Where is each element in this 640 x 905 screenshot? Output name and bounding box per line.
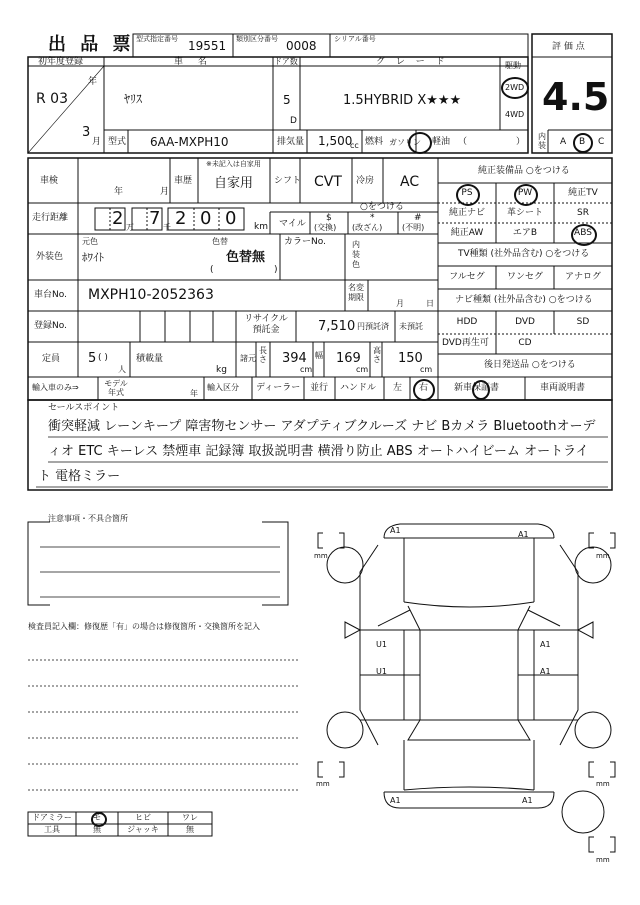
height-label: 高さ [373,346,381,364]
length-unit: cm [300,365,313,374]
shift-label: シフト [274,176,302,186]
name-change-day: 日 [426,299,434,308]
mileage-digit-3: 2 [175,208,187,229]
caution-label: 注意事項・不具合箇所 [48,514,128,523]
door-mirror-value: モ [93,813,101,822]
doors-sub: D [290,116,297,126]
drive-2wd-circle [501,77,529,99]
length: 394 [282,351,307,366]
chassis-label: 車台No. [34,290,67,300]
capacity: 5 [88,351,97,366]
drive-label: 駆動 [505,61,521,70]
equip-pw-circle [514,184,538,206]
load-unit: kg [216,365,227,375]
interior-c: C [598,137,605,147]
parallel: 並行 [310,383,329,393]
mark-front-left: A1 [390,526,401,535]
history-note: ※未記入は自家用 [206,160,261,168]
interior-color-label: 内装色 [352,240,360,269]
inspection-label: 車検 [40,176,59,186]
grade-score-label: 評 価 点 [552,42,585,52]
navi-dvd: DVD [515,317,535,327]
equip-airbag: エアB [512,228,538,238]
import-label: 輸入車のみ⇒ [32,383,79,392]
sen-unit: 千 [163,223,171,232]
equip-ps: PS [461,188,473,198]
month-unit: 月 [92,137,102,147]
original-color-label: 元色 [82,237,98,246]
page-title: 出 品 票 [48,34,135,55]
mm-unit-1: mm [314,552,328,560]
right-circle [413,379,435,401]
tv-analog: アナログ [564,272,601,282]
fuel-label: 燃料 [365,137,384,147]
first-reg-era: R 03 [36,91,68,107]
shift: CVT [314,174,342,190]
repaint-paren-close: ) [274,265,278,275]
unknown-symbol: # [414,213,422,223]
navi-title: ナビ種類 (社外品含む) ○をつける [455,295,593,305]
load-label: 積載量 [136,354,164,364]
capacity-label: 定員 [42,354,61,364]
fuel-light: 軽油 [432,137,451,147]
width: 169 [336,351,361,366]
model-code: 19551 [188,39,227,53]
grade: 1.5HYBRID X★★★ [343,93,462,108]
equip-sr: SR [577,208,589,218]
sales-line-1: 衝突軽減 レーンキープ 障害物センサー アダプティブクルーズ ナビ Bカメラ Bluetoothオーデ [48,419,596,434]
repaint: 色替無 [226,250,266,265]
interior-b: B [579,137,586,147]
right: 右 [419,383,429,393]
equip-abs-circle [571,224,597,246]
break-label: ワレ [182,813,198,822]
color-no-label: カラーNo. [284,237,326,247]
mark-front-right: A1 [518,530,529,539]
equip-ps-circle [456,184,480,206]
jack-label: ジャッキ [127,825,159,834]
mark-right-front-door: A1 [540,640,551,649]
equip-pw: PW [517,188,533,198]
sales-label: セールスポイント [48,403,120,413]
original-color: ﾎﾜｲﾄ [82,251,104,264]
mark-right-rear-door: A1 [540,667,551,676]
mark-left-rear-door: U1 [376,667,387,676]
aircon-label: 冷房 [356,176,375,186]
equip-leather: 革シート [506,208,543,218]
mileage-digit-1: 2 [112,208,124,229]
later-manual: 車両説明書 [540,383,586,393]
tv-oneseg: ワンセグ [506,272,543,282]
car-name-label: 車 名 [174,57,213,67]
inspection-month-unit: 月 [160,187,170,197]
width-label: 幅 [315,351,323,360]
height: 150 [398,351,423,366]
fuel-circle [408,132,432,154]
doors-label: ドア数 [274,57,298,66]
equip-navi: 純正ナビ [448,208,485,218]
mm-unit-2: mm [596,552,610,560]
aircon: AC [400,174,420,190]
inspector-label: 検査員記入欄：修復歴「有」の場合は修復箇所・交換箇所を記入 [28,622,260,631]
displacement-unit: cc [350,141,359,150]
first-reg-month: 3 [82,125,91,140]
model-year-unit: 年 [190,389,198,398]
left: 左 [393,383,403,393]
interior-label: 内装 [538,132,546,150]
class-code: 0008 [286,39,317,53]
interior-a: A [560,137,567,147]
length-label: 長さ [259,346,267,364]
serial-label: シリアル番号 [334,35,376,43]
drive-4wd: 4WD [505,110,525,119]
mm-unit-3: mm [316,780,330,788]
check-note: ○をつける [360,202,404,212]
name-change-label: 名変期限 [348,283,364,302]
dvd-label: DVD再生可 [442,338,489,348]
drive-2wd: 2WD [505,83,525,92]
exchange-symbol: $ [326,213,332,223]
tools-value: 無 [93,825,101,834]
displacement: 1,500 [318,134,353,148]
model-label: 型式 [108,137,127,147]
interior-b-circle [573,133,593,153]
history: 自家用 [214,176,254,191]
mileage-label: 走行距離 [32,213,69,223]
crack-label: ヒビ [135,813,151,822]
chassis: MXPH10-2052363 [88,287,214,303]
sales-line-3: ト 電格ミラー [38,469,121,484]
jack-value: 無 [186,825,194,834]
km-unit: km [254,222,268,232]
mark-rear-right: A1 [522,796,533,805]
man-unit: 万 [126,223,134,232]
navi-hdd: HDD [456,317,478,327]
genuine-title: 純正装備品 ○をつける [478,166,570,176]
height-unit: cm [420,365,433,374]
import-type-label: 輸入区分 [207,383,239,392]
displacement-label: 排気量 [277,137,305,147]
fuel-paren-close: ） [516,137,526,147]
equip-aw: 純正AW [450,228,484,238]
model: 6AA-MXPH10 [150,135,229,149]
recycle-amount: 7,510 [318,319,356,334]
mark-left-front-door: U1 [376,640,387,649]
first-reg-label: 初年度登録 [38,57,84,67]
exchange-label: (交換) [314,223,337,232]
mark-rear-left: A1 [390,796,401,805]
model-year-label: モデル年式 [104,379,128,397]
unknown-label: (不明) [402,223,425,232]
repaint-label: 色替 [212,237,228,246]
equip-tv: 純正TV [568,188,598,198]
mileage-digit-4: 0 [200,208,212,229]
cd: CD [518,338,532,348]
capacity-unit: 人 [118,365,126,374]
year-unit: 年 [88,77,98,87]
car-name: ﾔﾘｽ [124,92,143,106]
grade-score: 4.5 [542,75,610,119]
reg-no-label: 登録No. [34,321,67,331]
model-code-label: 型式指定番号 [136,35,178,43]
doors: 5 [283,93,291,107]
tools-label: 工具 [44,825,60,834]
door-mirror-label: ドアミラー [32,813,72,822]
recycle-unit: 円預託済 [357,322,389,331]
sales-line-2: ィオ ETC キーレス 禁煙車 記録簿 取扱説明書 横滑り防止 ABS オートハイビーム オートライ [48,444,589,459]
recycle-label: リサイクル預託金 [244,314,288,335]
recycle-not: 未預託 [399,322,423,331]
tv-title: TV種類 (社外品含む) ○をつける [458,249,590,259]
repaint-paren-open: ( [210,265,214,275]
later-warranty-circle [472,380,490,400]
dealer: ディーラー [256,383,301,393]
equip-abs: ABS [574,228,592,238]
mm-unit-5: mm [596,856,610,864]
mile-label: マイル [279,219,306,229]
inspection-year-unit: 年 [114,187,124,197]
later-warranty: 新車保証書 [454,383,500,393]
history-label: 車歴 [174,176,193,186]
fuel-paren-open: （ [458,137,468,147]
fuel-value: ガソリン [389,138,421,147]
mm-unit-4: mm [596,780,610,788]
color-label: 外装色 [36,252,64,262]
class-code-label: 類別区分番号 [236,35,278,43]
mileage-digit-5: 0 [225,208,237,229]
altered-label: (改ざん) [352,223,383,232]
handle-label: ハンドル [340,383,377,393]
grade-label: グ レ ー ド [376,57,449,67]
name-change-month: 月 [396,299,404,308]
altered-symbol: * [370,213,375,223]
mileage-digit-2: 7 [149,208,161,229]
tv-full: フルセグ [449,272,485,282]
later-title: 後日発送品 ○をつける [484,360,576,370]
capacity-paren: ( ) [98,353,108,363]
width-unit: cm [356,365,369,374]
dim-label: 諸元 [240,354,256,363]
navi-sd: SD [576,317,590,327]
